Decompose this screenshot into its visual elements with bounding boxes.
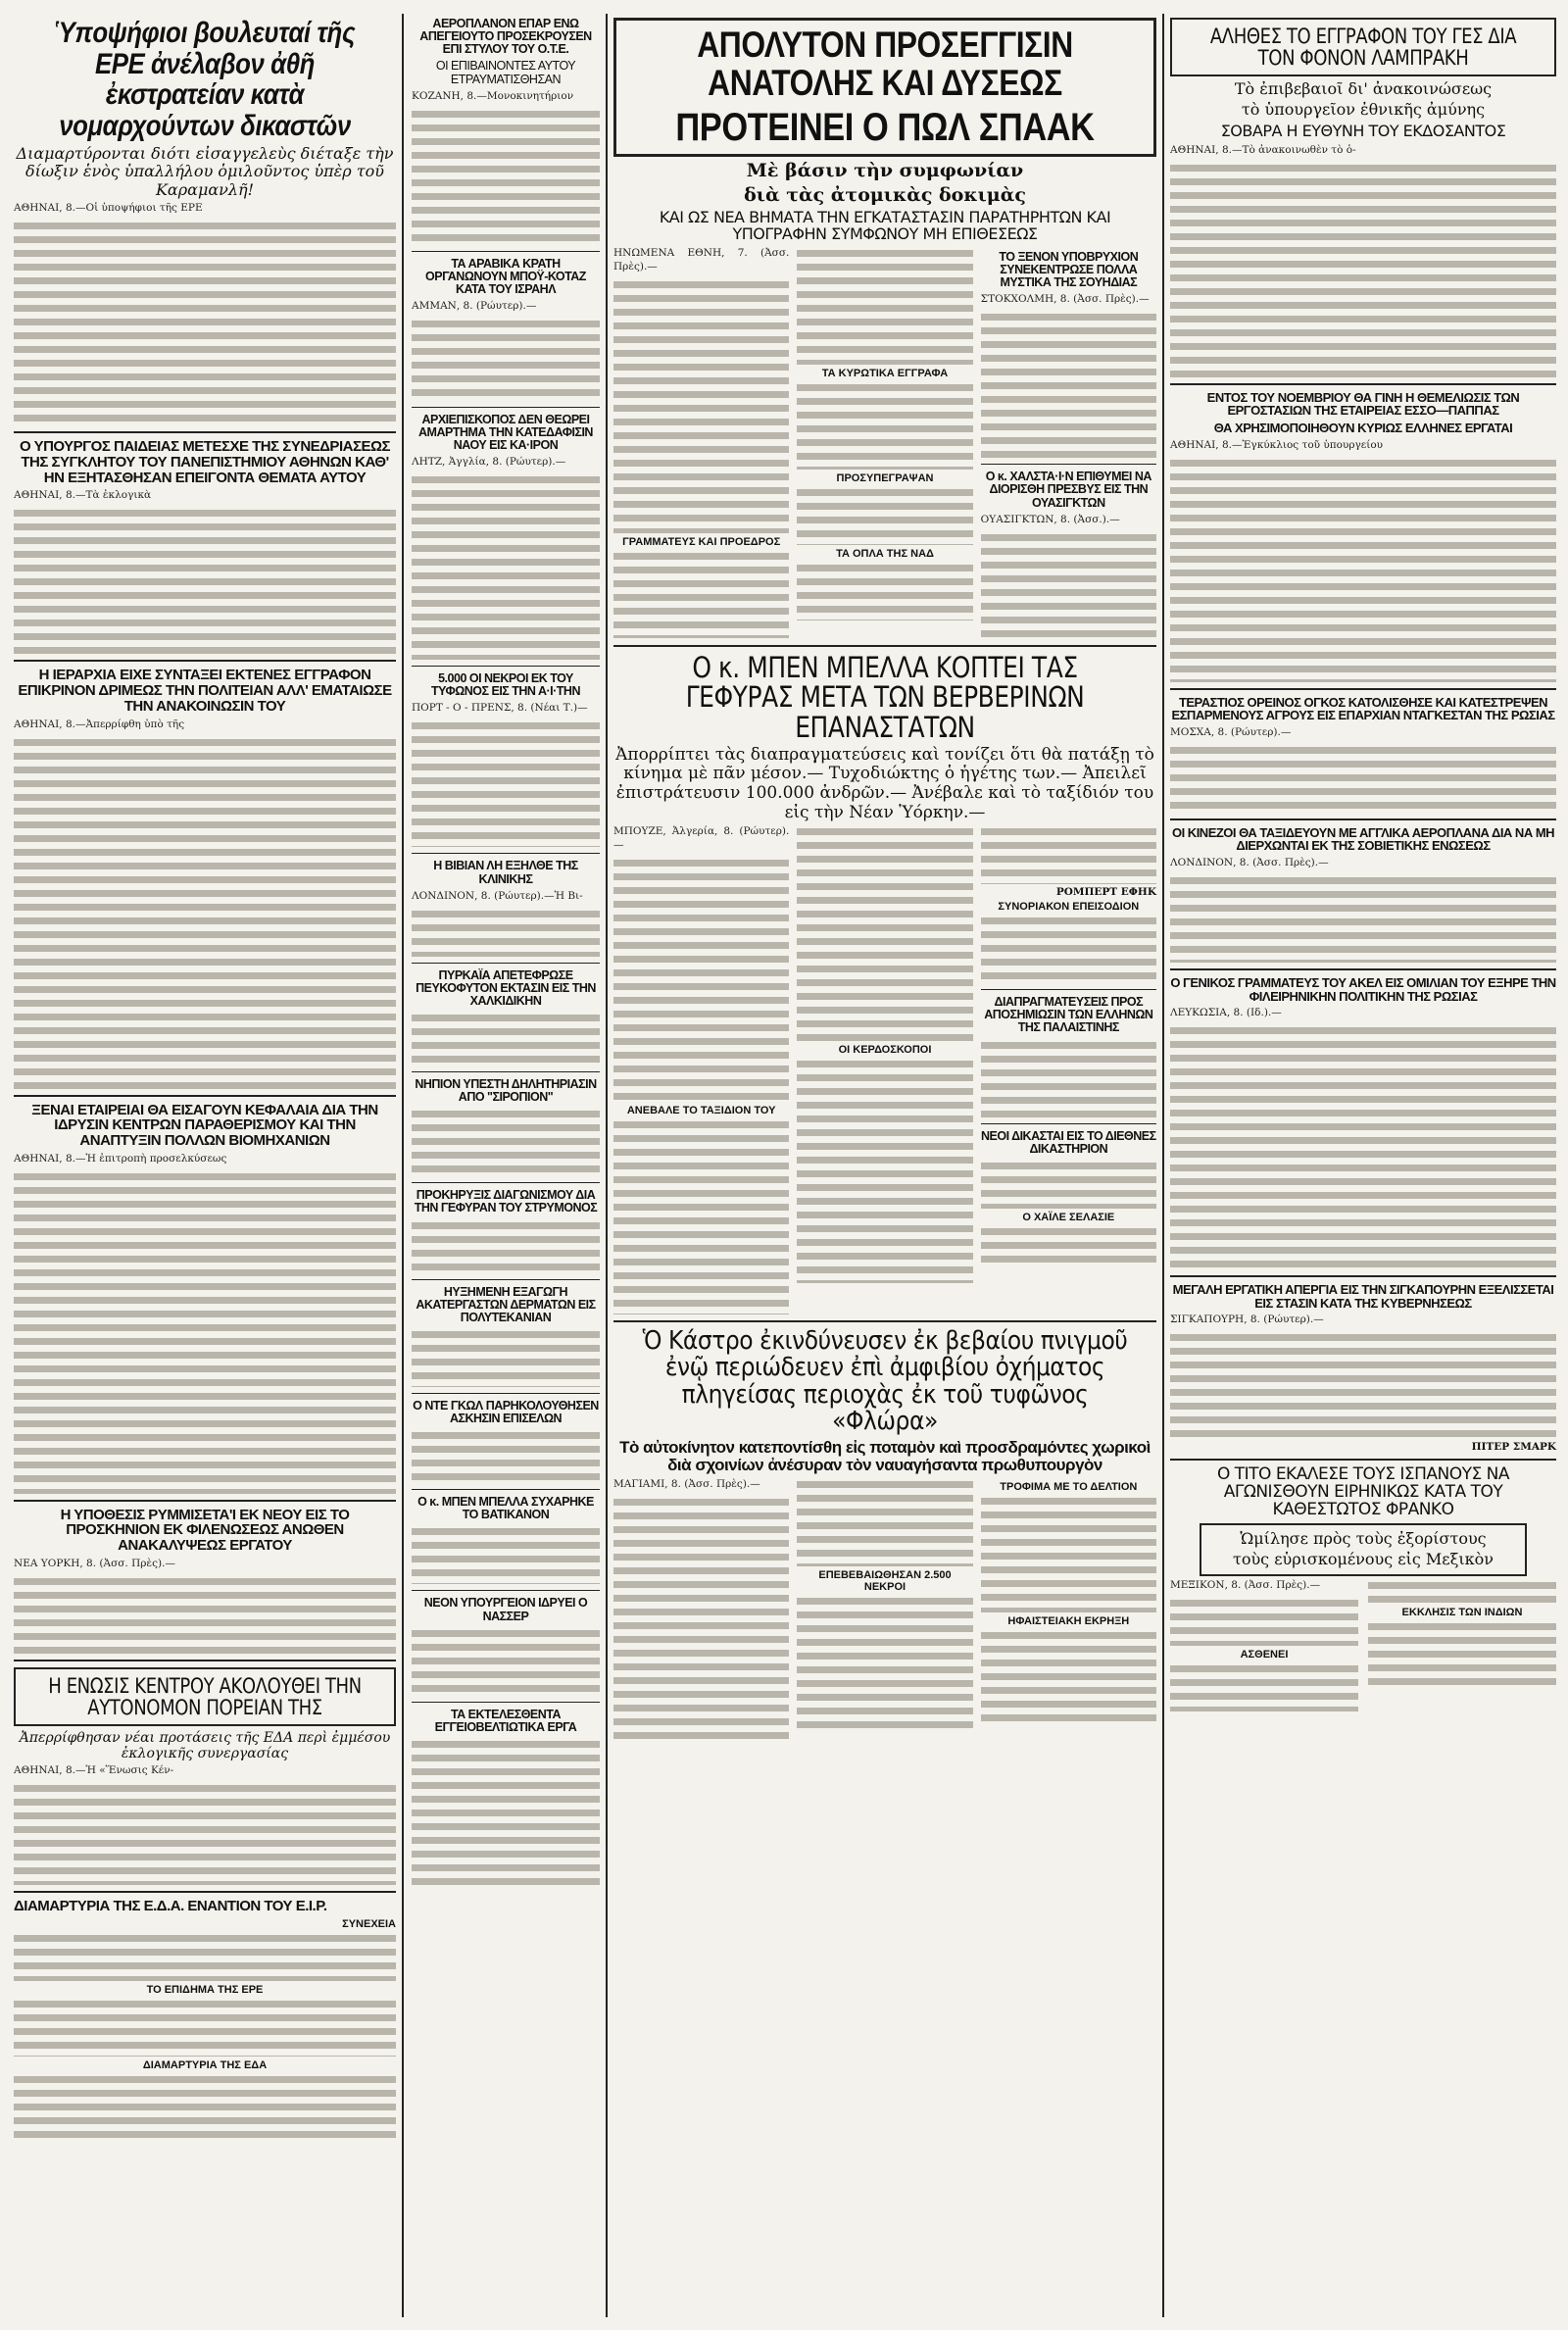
article-text — [1170, 874, 1556, 963]
subheadline-tito-2: τοὺς εὑρισκομένους εἰς Μεξικὸν — [1232, 1550, 1494, 1569]
subheadline-castro: Τὸ αὐτοκίνητον κατεποντίσθη εἰς ποταμὸν καὶ προσδραμόντες χωρικοὶ διὰ σχοινίων ἀνέσυραν τὸν ναυαγήσαντα πρωθυπουργὸν — [619, 1438, 1151, 1475]
article-text — [14, 1170, 396, 1494]
dateline: ΑΘΗΝΑΙ, 8.—Ἀπερρίφθη ὑπὸ τῆς — [14, 718, 185, 730]
headline-castro: Ὁ Κάστρο ἐκινδύνευσεν ἐκ βεβαίου πνιγμοῦ ἐνῷ περιώδευεν ἐπὶ ἀμφιβίου ὀχήματος πληγείσας περιοχὰς ἐκ τοῦ τυφῶνος «Φλώρα» — [642, 1326, 1128, 1436]
headline-airplane: ΑΕΡΟΠΛΑΝΟΝ ΕΠΑΡ ΕΝΩ ΑΠΕΓΕΙΟΥΤΟ ΠΡΟΣΕΚΡΟΥΣΕΝ ΕΠΙ ΣΤΥΛΟΥ ΤΟΥ Ο.Τ.Ε. — [419, 17, 592, 57]
section-label: ΔΙΑΜΑΡΤΥΡΙΑ ΤΗΣ ΕΔΑ — [142, 2058, 268, 2071]
article-text — [981, 311, 1156, 458]
dateline: ΛΟΝΔΙΝΟΝ, 8. (Ἀσσ. Πρὲς).— — [1170, 857, 1329, 869]
headline-foreign-submarine: ΤΟ ΞΕΝΟΝ ΥΠΟΒΡΥΧΙΟΝ ΣΥΝΕΚΕΝΤΡΩΣΕ ΠΟΛΛΑ ΜΥΣΤΙΚΑ ΤΗΣ ΣΟΥΗΔΙΑΣ — [999, 249, 1139, 290]
dateline: ΑΘΗΝΑΙ, 8.—Ἡ «Ἕνωσις Κέν- — [14, 1764, 174, 1777]
dateline: ΑΘΗΝΑΙ, 8.—Οἱ ὑποψήφιοι τῆς ΕΡΕ — [14, 202, 203, 215]
dateline: ΛΗΤΖ, Ἀγγλία, 8. (Ρώυτερ).— — [412, 456, 566, 469]
subheadline-ere-candidates: Διαμαρτύρονται διότι εἰσαγγελεὺς διέταξε τὴν δίωξιν ἑνὸς ὑπαλλήλου ὁμιλοῦντος ὑπὲρ τοῦ Καραμανλῆ! — [16, 144, 394, 199]
section-label: ΤΑ ΚΥΡΩΤΙΚΑ ΕΓΓΡΑΦΑ — [821, 367, 949, 379]
article-text — [981, 825, 1156, 884]
article-text — [981, 915, 1156, 983]
column-1 — [14, 14, 396, 2142]
subheadline-ben-bella-berbers: Ἀπορρίπτει τὰς διαπραγματεύσεις καὶ τονίζει ὅτι θὰ πατάξῃ τὸ κίνημα μὲ πᾶν μέσον.— Τυχοδιώκτης ὁ ἡγέτης των.— Ἀπειλεῖ ἐπιστράτευσιν 100.000 ἀνδρῶν.— Ἀνέβαλε καὶ τὸ ταξίδιόν του εἰς τὴν Νέαν Ὑόρκην.— — [615, 744, 1154, 822]
subheadline-center-union: Ἀπερρίφθησαν νέαι προτάσεις τῆς ΕΔΑ περὶ ἐμμέσου ἐκλογικῆς συνεργασίας — [19, 1730, 391, 1762]
headline-strymon-bridge: ΠΡΟΚΗΡΥΞΙΣ ΔΙΑΓΩΝΙΣΜΟΥ ΔΙΑ ΤΗΝ ΓΕΦΥΡΑΝ ΤΟΥ ΣΤΡΥΜΟΝΟΣ — [414, 1188, 598, 1215]
article-text — [981, 531, 1156, 639]
article-text — [14, 507, 396, 654]
headline-palestine-greeks: ΔΙΑΠΡΑΓΜΑΤΕΥΣΕΙΣ ΠΡΟΣ ΑΠΟΣΗΜΙΩΣΙΝ ΤΩΝ ΕΛΛΗΝΩΝ ΤΗΣ ΠΑΛΑΙΣΤΙΝΗΣ — [984, 995, 1153, 1035]
headline-singapore-strike: ΜΕΓΑΛΗ ΕΡΓΑΤΙΚΗ ΑΠΕΡΓΙΑ ΕΙΣ ΤΗΝ ΣΙΓΚΑΠΟΥΡΗΝ ΕΞΕΛΙΣΣΕΤΑΙ ΕΙΣ ΣΤΑΣΙΝ ΚΑΤΑ ΤΗΣ ΚΥΒΕΡΝΗΣΕΩΣ — [1172, 1282, 1554, 1311]
headline-foreign-companies: ΞΕΝΑΙ ΕΤΑΙΡΕΙΑΙ ΘΑ ΕΙΣΑΓΟΥΝ ΚΕΦΑΛΑΙΑ ΔΙΑ ΤΗΝ ΙΔΡΥΣΙΝ ΚΕΝΤΡΩΝ ΠΑΡΑΘΕΡΙΣΜΟΥ ΚΑΙ ΤΗΝ ΑΝΑΠΤΥΞΙΝ ΠΟΛΛΩΝ ΒΙΟΜΗΧΑΝΙΩΝ — [31, 1101, 378, 1150]
section-label: ΤΟ ΕΠΙΔΗΜΑ ΤΗΣ ΕΡΕ — [146, 1983, 264, 1996]
article-text — [797, 247, 972, 365]
headline-ere-candidates: Ὑποψήφιοι βουλευταί τῆς ΕΡΕ ἀνέλαβον ἀθῆ ἐκστρατείαν κατὰ νομαρχούντων δικαστῶν — [54, 17, 356, 142]
banner-deck: ΚΑΙ ΩΣ ΝΕΑ ΒΗΜΑΤΑ ΤΗΝ ΕΓΚΑΤΑΣΤΑΣΙΝ ΠΑΡΑΤΗΡΗΤΩΝ ΚΑΙ ΥΠΟΓΡΑΦΗΝ ΣΥΜΦΩΝΟΥ ΜΗ ΕΠΙΘΕΣΕΩΣ — [659, 208, 1111, 244]
article-text — [1368, 1620, 1556, 1689]
article-text — [412, 1328, 600, 1387]
headline-hides-export: ΗΥΞΗΜΕΝΗ ΕΞΑΓΩΓΗ ΑΚΑΤΕΡΓΑΣΤΩΝ ΔΕΡΜΑΤΩΝ ΕΙΣ ΠΟΛΥΤΕΚΑΝΙΑΝ — [416, 1284, 596, 1324]
banner-subheadline-2: διὰ τὰς ἀτομικὰς δοκιμὰς — [744, 183, 1026, 206]
section-label: Ο ΧΑΪΛΕ ΣΕΛΑΣΙΕ — [1022, 1211, 1115, 1223]
dateline: ΜΠΟΥΖΕ, Ἀλγερία, 8. (Ρώυτερ).— — [613, 825, 790, 852]
headline-case-revived: Η ΥΠΟΘΕΣΙΣ ΡΥΜΜΙΣΕΤΑ'Ι ΕΚ ΝΕΟΥ ΕΙΣ ΤΟ ΠΡΟΣΚΗΝΙΟΝ ΕΚ ΦΙΛΕΝΩΣΕΩΣ ΑΝΩΘΕΝ ΑΝΑΚΑΛΥΨΕΩΣ ΕΡΓΑΤΟΥ — [60, 1506, 350, 1555]
dateline: ΑΘΗΝΑΙ, 8.—Ἐγκύκλιος τοῦ ὑπουργείου — [1170, 438, 1384, 451]
section-label: ΕΚΚΛΗΣΙΣ ΤΩΝ ΙΝΔΙΩΝ — [1401, 1606, 1523, 1618]
headline-lambrakis: ΑΛΗΘΕΣ ΤΟ ΕΓΓΡΑΦΟΝ ΤΟΥ ΓΕΣ ΔΙΑ ΤΟΝ ΦΟΝΟΝ ΛΑΜΠΡΑΚΗ — [1209, 25, 1517, 71]
dateline: ΑΘΗΝΑΙ, 8.—Τὰ ἐκλογικὰ — [14, 489, 152, 502]
article-text — [981, 1629, 1156, 1727]
dateline: ΜΕΞΙΚΟΝ, 8. (Ἀσσ. Πρὲς).— — [1170, 1578, 1321, 1591]
subheadline-airplane: ΟΙ ΕΠΙΒΑΙΝΟΝΤΕΣ ΑΥΤΟΥ ΕΤΡΑΥΜΑΤΙΣΘΗΣΑΝ — [435, 59, 576, 86]
article-text — [412, 1219, 600, 1273]
center-section — [613, 14, 1156, 1741]
dateline: ΑΘΗΝΑΙ, 8.—Ἡ ἐπιτροπὴ προσελκύσεως — [14, 1152, 227, 1165]
dateline: ΚΟΖΑΝΗ, 8.—Μονοκινητήριον — [412, 89, 574, 102]
article-text — [797, 381, 972, 470]
headline-chinese-planes: ΟΙ ΚΙΝΕΖΟΙ ΘΑ ΤΑΞΙΔΕΥΟΥΝ ΜΕ ΑΓΓΛΙΚΑ ΑΕΡΟΠΛΑΝΑ ΔΙΑ ΝΑ ΜΗ ΔΙΕΡΧΩΝΤΑΙ ΕΚ ΤΗΣ ΣΟΒΙΕΤΙΚΗΣ ΕΝΩΣΕΩΣ — [1171, 824, 1555, 854]
article-text — [412, 719, 600, 847]
headline-land-works: ΤΑ ΕΚΤΕΛΕΣΘΕΝΤΑ ΕΓΓΕΙΟΒΕΛΤΙΩΤΙΚΑ ΕΡΓΑ — [434, 1707, 577, 1734]
article-text — [981, 1225, 1156, 1264]
byline: ΠΙΤΕΡ ΣΜΑΡΚ — [1471, 1441, 1556, 1454]
article-text — [412, 1738, 600, 1885]
banner-headline-2: ΠΡΟΤΕΙΝΕΙ Ο ΠΩΛ ΣΠΑΑΚ — [675, 105, 1095, 149]
dateline: ΜΑΓΙΑΜΙ, 8. (Ἀσσ. Πρὲς).— — [613, 1477, 760, 1490]
headline-education-minister: Ο ΥΠΟΥΡΓΟΣ ΠΑΙΔΕΙΑΣ ΜΕΤΕΣΧΕ ΤΗΣ ΣΥΝΕΔΡΙΑΣΕΩΣ ΤΗΣ ΣΥΓΚΛΗΤΟΥ ΤΟΥ ΠΑΝΕΠΙΣΤΗΜΙΟΥ ΑΘΗΝΩΝ ΚΑΘ' ΗΝ ΕΞΗΤΑΣΘΗΣΑΝ ΕΠΕΙΓΟΝΤΑ ΘΕΜΑΤΑ ΑΥΤΟΥ — [20, 438, 390, 486]
article-text — [797, 486, 972, 545]
article-text — [412, 1012, 600, 1066]
headline-vivien-leigh: Η ΒΙΒΙΑΝ ΛΗ ΕΞΗΛΘΕ ΤΗΣ ΚΛΙΝΙΚΗΣ — [433, 859, 578, 886]
article-text — [797, 1595, 972, 1732]
article-text — [1170, 1597, 1358, 1646]
article-text — [14, 736, 396, 1089]
headline-eda-protest: ΔΙΑΜΑΡΤΥΡΙΑ ΤΗΣ Ε.Δ.Α. ΕΝΑΝΤΙΟΝ ΤΟΥ Ε.Ι.Ρ. — [14, 1898, 327, 1915]
section-label: ΗΦΑΙΣΤΕΙΑΚΗ ΕΚΡΗΞΗ — [1007, 1614, 1130, 1627]
article-text — [412, 473, 600, 660]
dateline: ΑΘΗΝΑΙ, 8.—Τὸ ἀνακοινωθὲν τὸ ὁ- — [1170, 143, 1356, 156]
article-text — [412, 1429, 600, 1483]
section-label: ΟΙ ΚΕΡΔΟΣΚΟΠΟΙ — [838, 1044, 932, 1057]
article-text — [14, 220, 396, 425]
article-text — [797, 562, 972, 620]
headline-nasser-ministry: ΝΕΟΝ ΥΠΟΥΡΓΕΙΟΝ ΙΔΡΥΕΙ Ο ΝΑΣΣΕΡ — [423, 1596, 588, 1623]
headline-center-union: Η ΕΝΩΣΙΣ ΚΕΝΤΡΟΥ ΑΚΟΛΟΥΘΕΙ ΤΗΝ ΑΥΤΟΝΟΜΟΝ ΠΟΡΕΙΑΝ ΤΗΣ — [48, 1673, 362, 1719]
article-text — [1368, 1579, 1556, 1604]
dateline: ΣΙΓΚΑΠΟΥΡΗ, 8. (Ρώυτερ).— — [1170, 1314, 1324, 1326]
dateline: ΝΕΑ ΥΟΡΚΗ, 8. (Ἀσσ. Πρὲς).— — [14, 1557, 175, 1569]
headline-typhoon-dead: 5.000 ΟΙ ΝΕΚΡΟΙ ΕΚ ΤΟΥ ΤΥΦΩΝΟΣ ΕΙΣ ΤΗΝ Α·Ι·ΤΗΝ — [430, 671, 580, 699]
headline-fire: ΠΥΡΚΑΪΑ ΑΠΕΤΕΦΡΩΣΕ ΠΕΥΚΟΦΥΤΟΝ ΕΚΤΑΣΙΝ ΕΙΣ ΤΗΝ ΧΑΛΚΙΔΙΚΗΝ — [416, 967, 596, 1008]
headline-new-judges: ΝΕΟΙ ΔΙΚΑΣΤΑΙ ΕΙΣ ΤΟ ΔΙΕΘΝΕΣ ΔΙΚΑΣΤΗΡΙΟΝ — [981, 1128, 1156, 1156]
article-text — [412, 1627, 600, 1696]
column-5 — [1170, 14, 1556, 1711]
article-text — [797, 1058, 972, 1283]
article-text — [797, 825, 972, 1041]
headline-landslide: ΤΕΡΑΣΤΙΟΣ ΟΡΕΙΝΟΣ ΟΓΚΟΣ ΚΑΤΟΛΙΣΘΗΣΕ ΚΑΙ ΚΑΤΕΣΤΡΕΨΕΝ ΕΣΠΑΡΜΕΝΟΥΣ ΑΓΡΟΥΣ ΕΙΣ ΕΠΑΡΧΙΑΝ ΝΤΑΓΚΕΣΤΑΝ ΤΗΣ ΡΩΣΙΑΣ — [1171, 694, 1555, 723]
headline-hierarchy-document: Η ΙΕΡΑΡΧΙΑ ΕΙΧΕ ΣΥΝΤΑΞΕΙ ΕΚΤΕΝΕΣ ΕΓΓΡΑΦΟΝ ΕΠΙΚΡΙΝΟΝ ΔΡΙΜΕΩΣ ΤΗΝ ΠΟΛΙΤΕΙΑΝ ΑΛΛ' ΕΜΑΤΑΙΩΣΕ ΤΗΝ ΑΝΑΚΟΙΝΩΣΙΝ ΤΟΥ — [18, 667, 392, 715]
article-text — [1170, 457, 1556, 682]
column-rule — [606, 14, 608, 2317]
subheadline-esso-pappas: ΘΑ ΧΡΗΣΙΜΟΠΟΙΗΘΟΥΝ ΚΥΡΙΩΣ ΕΛΛΗΝΕΣ ΕΡΓΑΤΑΙ — [1213, 420, 1513, 435]
section-label: ΤΡΟΦΙΜΑ ΜΕ ΤΟ ΔΕΛΤΙΟΝ — [1000, 1480, 1138, 1493]
article-text — [412, 318, 600, 401]
banner-subheadline-1: Μὲ βάσιν τὴν συμφωνίαν — [746, 159, 1024, 181]
subheadline-lambrakis-1: Τὸ ἐπιβεβαιοῖ δι' ἀνακοινώσεως — [1234, 79, 1493, 99]
article-text — [981, 1495, 1156, 1612]
dateline: ΟΥΑΣΙΓΚΤΩΝ, 8. (Ἀσσ.).— — [980, 513, 1120, 525]
dateline: ΛΟΝΔΙΝΟΝ, 8. (Ρώυτερ).—Ἡ Βι- — [412, 889, 583, 902]
dateline: ΣΤΟΚΧΟΛΜΗ, 8. (Ἀσσ. Πρὲς).— — [980, 293, 1150, 306]
article-text — [412, 1525, 600, 1584]
section-label: ΤΑ ΟΠΛΑ ΤΗΣ ΝΑΔ — [836, 547, 934, 560]
article-text — [1170, 744, 1556, 813]
column-rule — [1162, 14, 1164, 2317]
article-text — [981, 1039, 1156, 1117]
section-label: ΑΣΘΕΝΕΙ — [1240, 1648, 1289, 1661]
section-label: ΓΡΑΜΜΑΤΕΥΣ ΚΑΙ ΠΡΟΕΔΡΟΣ — [622, 535, 781, 548]
dateline: ΑΜΜΑΝ, 8. (Ρώυτερ).— — [412, 299, 537, 312]
headline-ben-bella-vatican: Ο κ. ΜΠΕΝ ΜΠΕΛΛΑ ΣΥΧΑΡΗΚΕ ΤΟ ΒΑΤΙΚΑΝΟΝ — [417, 1495, 594, 1522]
section-label: ΠΡΟΣΥΠΕΓΡΑΨΑΝ — [836, 471, 934, 484]
article-text — [14, 1998, 396, 2057]
headline-akel: Ο ΓΕΝΙΚΟΣ ΓΡΑΜΜΑΤΕΥΣ ΤΟΥ ΑΚΕΛ ΕΙΣ ΟΜΙΛΙΑΝ ΤΟΥ ΕΞΗΡΕ ΤΗΝ ΦΙΛΕΙΡΗΝΙΚΗΝ ΠΟΛΙΤΙΚΗΝ ΤΗΣ ΡΩΣΙΑΣ — [1170, 974, 1556, 1004]
article-text — [412, 1108, 600, 1176]
article-text — [613, 857, 789, 1102]
subheadline-lambrakis-3: ΣΟΒΑΡΑ Η ΕΥΘΥΝΗ ΤΟΥ ΕΚΔΟΣΑΝΤΟΣ — [1220, 121, 1506, 140]
article-text — [613, 550, 789, 638]
headline-ben-bella-berbers: Ο κ. ΜΠΕΝ ΜΠΕΛΛΑ ΚΟΠΤΕΙ ΤΑΣ ΓΕΦΥΡΑΣ ΜΕΤΑ ΤΩΝ ΒΕΡΒΕΡΙΝΩΝ ΕΠΑΝΑΣΤΑΤΩΝ — [685, 650, 1085, 744]
section-label: ΣΥΝΟΡΙΑΚΟΝ ΕΠΕΙΣΟΔΙΟΝ — [998, 901, 1140, 914]
section-label: ΕΠΕΒΕΒΑΙΩΘΗΣΑΝ 2.500 ΝΕΚΡΟΙ — [818, 1568, 952, 1593]
column-rule — [402, 14, 404, 2317]
headline-archbishop: ΑΡΧΙΕΠΙΣΚΟΠΟΣ ΔΕΝ ΘΕΩΡΕΙ ΑΜΑΡΤΗΜΑ ΤΗΝ ΚΑΤΕΔΑΦΙΣΙΝ ΝΑΟΥ ΕΙΣ ΚΑ·ΙΡΟΝ — [418, 412, 593, 453]
byline: ΡΟΜΠΕΡΤ ΕΦΗΚ — [1055, 886, 1156, 899]
column-2 — [412, 14, 600, 1885]
article-text — [14, 1782, 396, 1885]
dateline: ΗΝΩΜΕΝΑ ΕΘΝΗ, 7. (Ἀσσ. Πρὲς).— — [613, 246, 790, 273]
headline-esso-pappas: ΕΝΤΟΣ ΤΟΥ ΝΟΕΜΒΡΙΟΥ ΘΑ ΓΙΝΗ Η ΘΕΜΕΛΙΩΣΙΣ ΤΩΝ ΕΡΓΟΣΤΑΣΙΩΝ ΤΗΣ ΕΤΑΙΡΕΙΑΣ ΕΣΣΟ—ΠΑΠΠΑΣ — [1206, 389, 1520, 419]
article-text — [613, 278, 789, 533]
headline-arab-states: ΤΑ ΑΡΑΒΙΚΑ ΚΡΑΤΗ ΟΡΓΑΝΩΝΟΥΝ ΜΠΟΫ-ΚΟΤΑΖ ΚΑΤΑ ΤΟΥ ΙΣΡΑΗΛ — [425, 256, 586, 296]
article-text — [1170, 1662, 1358, 1711]
section-label: ΣΥΝΕΧΕΙΑ — [342, 1917, 396, 1930]
article-text — [1170, 1331, 1556, 1439]
article-text — [14, 1575, 396, 1654]
article-text — [412, 108, 600, 245]
article-text — [412, 908, 600, 957]
headline-tito-spain: Ο ΤΙΤΟ ΕΚΑΛΕΣΕ ΤΟΥΣ ΙΣΠΑΝΟΥΣ ΝΑ ΑΓΩΝΙΣΘΟΥΝ ΕΙΡΗΝΙΚΩΣ ΚΑΤΑ ΤΟΥ ΚΑΘΕΣΤΩΤΟΣ ΦΡΑΝΚΟ — [1216, 1464, 1510, 1520]
subheadline-tito-1: Ὡμίλησε πρὸς τοὺς ἐξορίστους — [1240, 1528, 1487, 1548]
banner-headline-1: ΑΠΟΛΥΤΟΝ ΠΡΟΣΕΓΓΙΣΙΝ ΑΝΑΤΟΛΗΣ ΚΑΙ ΔΥΣΕΩΣ — [697, 25, 1073, 103]
dateline: ΛΕΥΚΩΣΙΑ, 8. (Ιδ.).— — [1170, 1007, 1282, 1019]
article-text — [613, 1496, 789, 1741]
article-text — [1170, 1024, 1556, 1269]
headline-de-gaulle: Ο ΝΤΕ ΓΚΩΛ ΠΑΡΗΚΟΛΟΥΘΗΣΕΝ ΑΣΚΗΣΙΝ ΕΠΙΣΕΛΩΝ — [413, 1398, 599, 1426]
article-text — [1170, 162, 1556, 377]
headline-infant-poisoning: ΝΗΠΙΟΝ ΥΠΕΣΤΗ ΔΗΛΗΤΗΡΙΑΣΙΝ ΑΠΟ "ΣΙΡΟΠΙΟΝ" — [415, 1077, 597, 1105]
article-text — [14, 1932, 396, 1981]
dateline: ΠΟΡΤ - Ο - ΠΡΕΝΣ, 8. (Νέαι Τ.)— — [412, 702, 588, 715]
subheadline-lambrakis-2: τὸ ὑπουργεῖον ἐθνικῆς ἀμύνης — [1241, 100, 1486, 120]
article-text — [981, 1160, 1156, 1209]
article-text — [797, 1478, 972, 1566]
section-label: ΑΝΕΒΑΛΕ ΤΟ ΤΑΞΙΔΙΟΝ ΤΟΥ — [626, 1105, 776, 1117]
article-text — [613, 1118, 789, 1314]
article-text — [14, 2073, 396, 2142]
headline-hallstein: Ο κ. ΧΑΛΣΤΑ·Ι·Ν ΕΠΙΘΥΜΕΙ ΝΑ ΔΙΟΡΙΣΘΗ ΠΡΕΣΒΥΣ ΕΙΣ ΤΗΝ ΟΥΑΣΙΓΚΤΩΝ — [985, 470, 1152, 510]
dateline: ΜΟΣΧΑ, 8. (Ρώυτερ).— — [1170, 725, 1292, 738]
